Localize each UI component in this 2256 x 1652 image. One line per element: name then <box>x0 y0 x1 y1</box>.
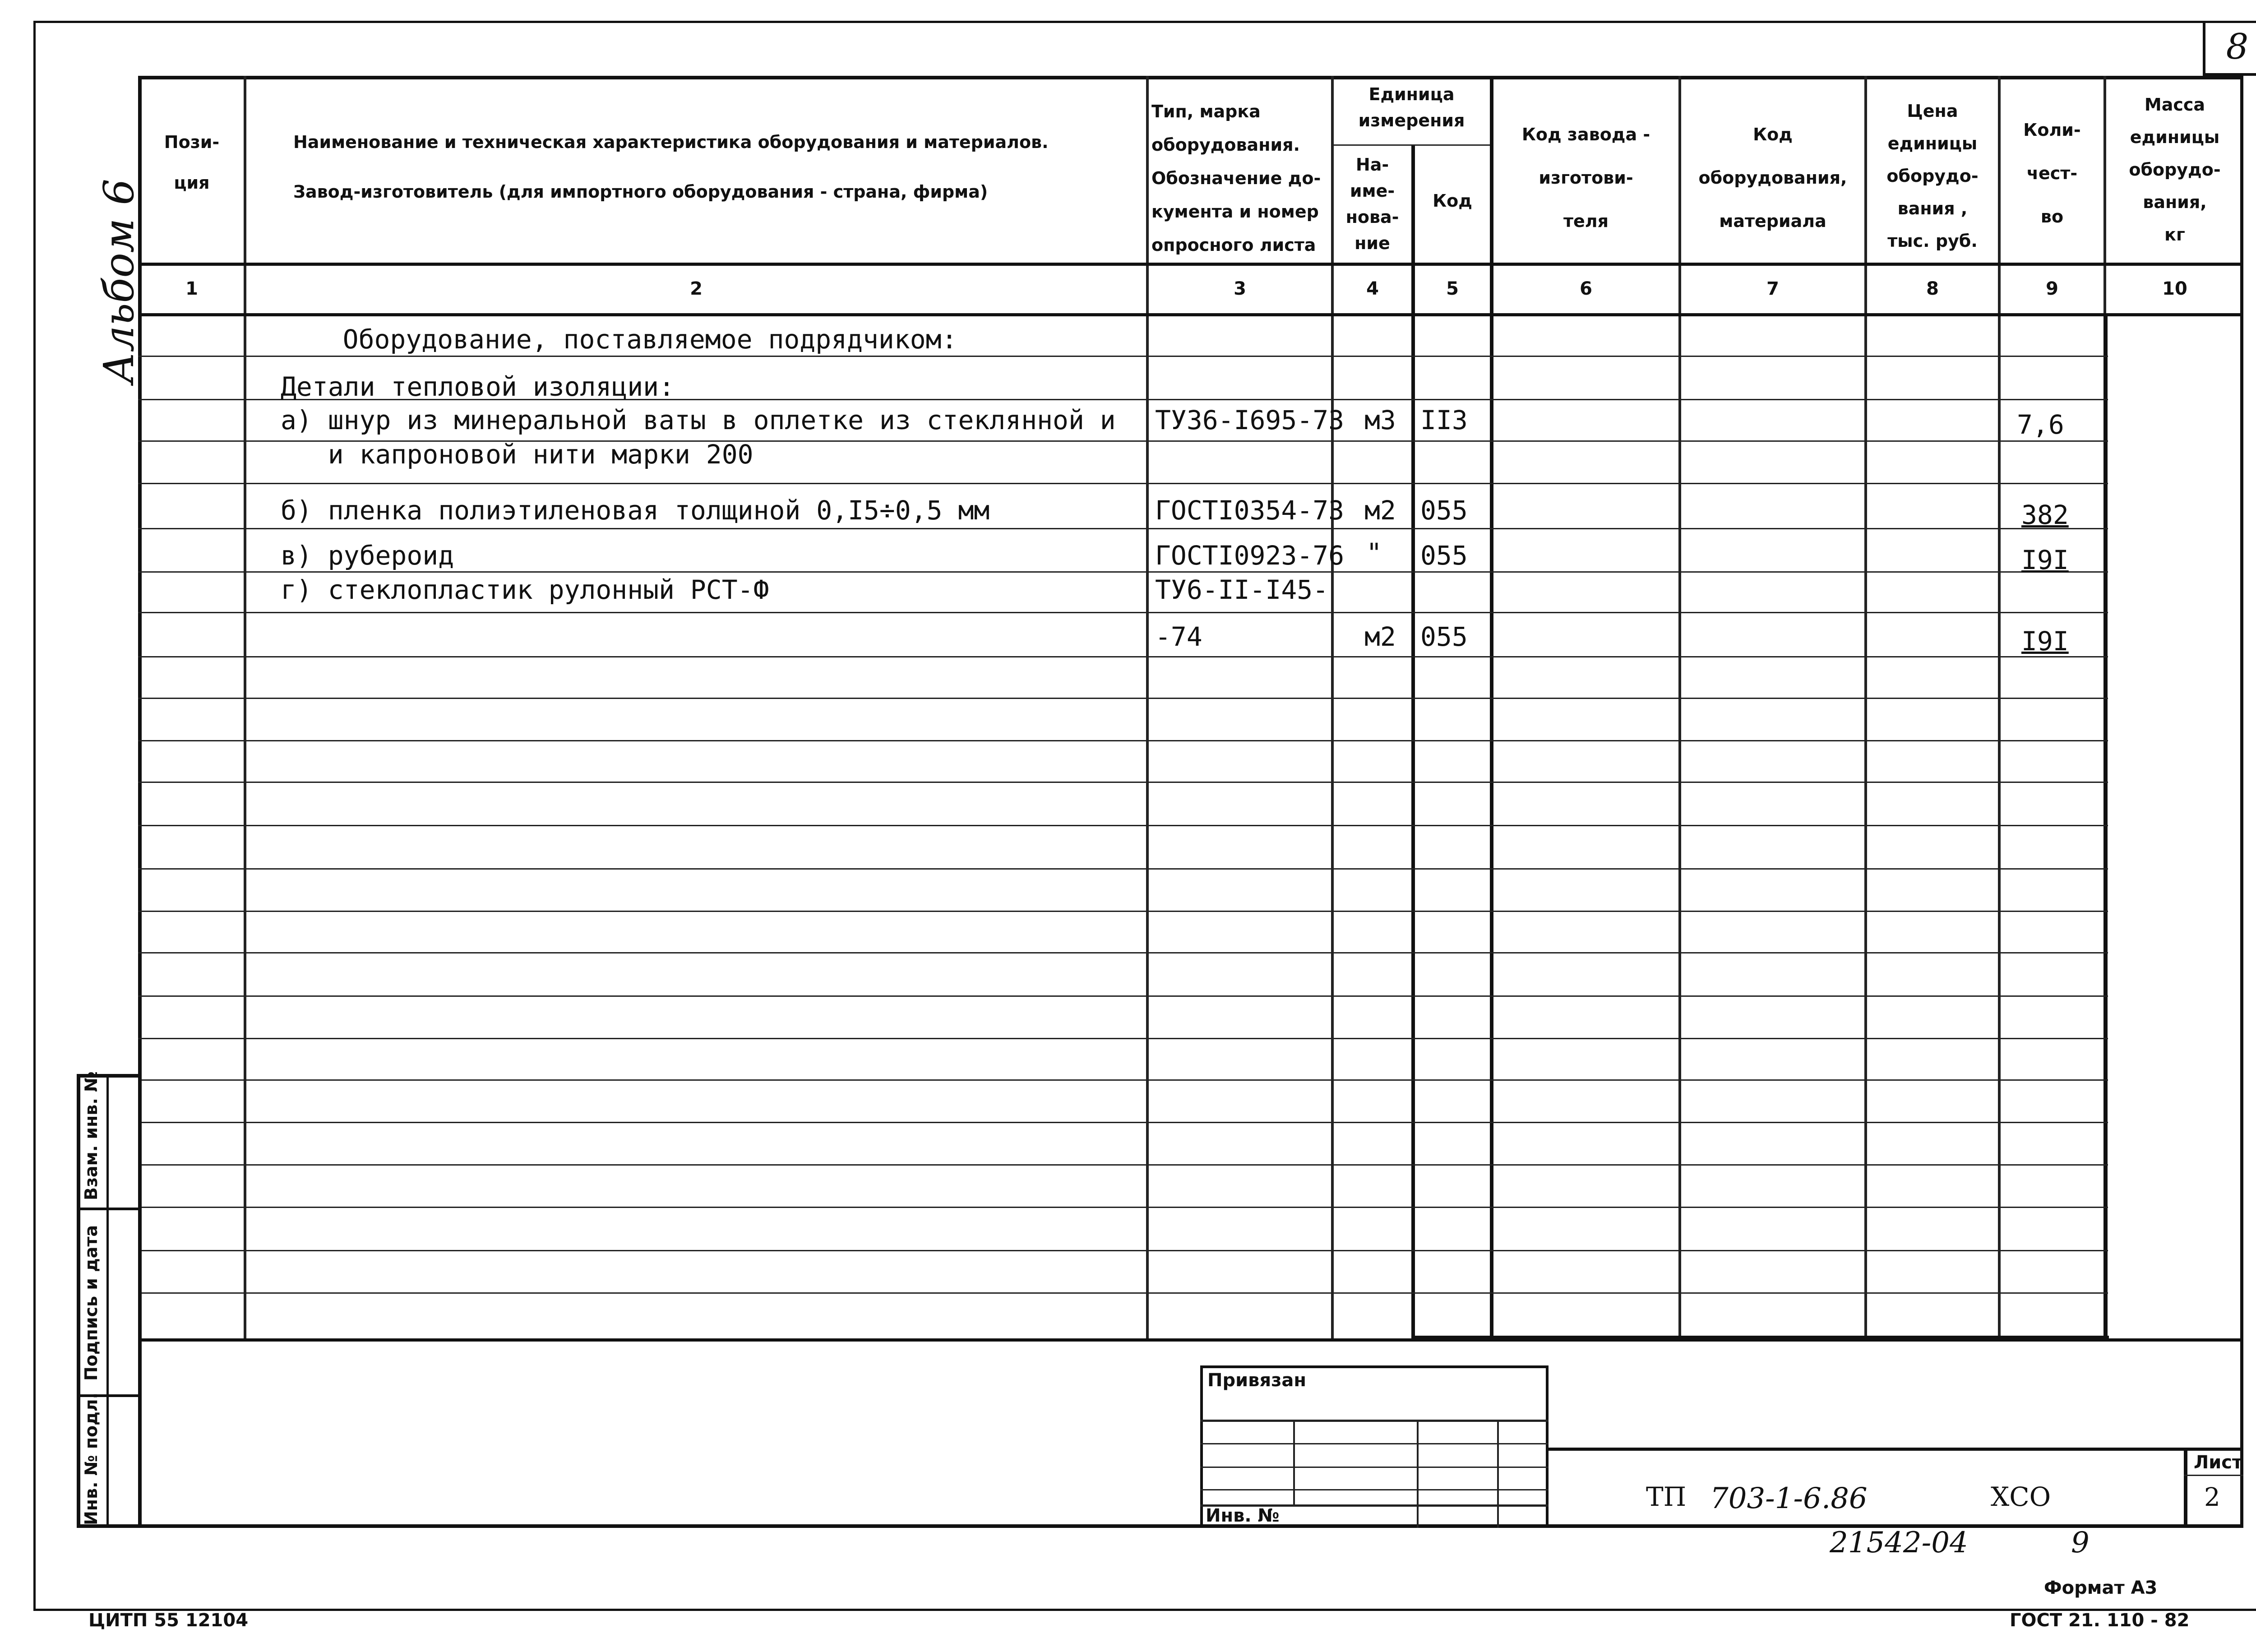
stamp-col <box>1293 1420 1295 1504</box>
row-qty: I9I <box>2021 545 2069 575</box>
header-type: Тип, марка оборудования. Обозначение до- кумента и номер опросного листа <box>1151 102 1321 255</box>
row-unit: м3 <box>1364 405 1396 435</box>
row-name: Оборудование, поставляемое подрядчиком: <box>280 324 957 355</box>
column-number: 3 <box>1234 278 1246 299</box>
row-qty: I9I <box>2021 626 2069 657</box>
row-doc: -74 <box>1155 621 1202 652</box>
archive-number: 21542-04 <box>1830 1526 1968 1559</box>
header-quantity: Коли- чест- во <box>2023 120 2081 227</box>
row-separator <box>138 995 2108 997</box>
column-number: 6 <box>1580 278 1592 299</box>
grid-thick-bottom <box>1411 1336 2109 1340</box>
sheet-label: Лист <box>2194 1452 2243 1473</box>
row-separator <box>138 528 2108 529</box>
colnum-bottom-line <box>138 313 2243 316</box>
header-name: Наименование и техническая характеристика оборудования и материалов. Завод-изготовитель (для импортного оборудования - страна, фирма) <box>293 132 1049 202</box>
stamp-line <box>1200 1489 1549 1490</box>
column-number: 1 <box>185 278 198 299</box>
column-number: 4 <box>1366 278 1379 299</box>
column-number: 2 <box>690 278 703 299</box>
stamp-line <box>1200 1467 1549 1468</box>
row-separator <box>138 483 2108 484</box>
row-doc: ТУ36-I695-73 <box>1155 405 1345 435</box>
sheet-box-inner <box>2184 1475 2243 1476</box>
row-separator <box>138 1079 2108 1081</box>
column-number: 8 <box>1926 278 1939 299</box>
header-mass: Масса единицы оборудо- вания, кг <box>2129 95 2221 245</box>
header-position: Пози- ция <box>164 132 220 193</box>
header-unit-name: На- име- нова- ние <box>1345 155 1399 253</box>
row-separator <box>138 1164 2108 1166</box>
row-doc: ГОСТI0354-73 <box>1155 495 1345 526</box>
row-doc: ГОСТI0923-76 <box>1155 540 1345 571</box>
row-separator <box>138 1038 2108 1039</box>
row-unit: м2 <box>1364 495 1396 526</box>
row-name: в) рубероид <box>281 540 454 571</box>
row-separator <box>138 656 2108 657</box>
row-separator <box>138 740 2108 741</box>
row-code: II3 <box>1420 405 1468 435</box>
row-name: г) стеклопластик рулонный РСТ-Ф <box>281 574 769 605</box>
row-separator <box>138 571 2108 573</box>
row-doc: ТУ6-II-I45- <box>1155 574 1329 605</box>
row-separator <box>138 1207 2108 1208</box>
row-separator <box>138 825 2108 826</box>
album-note: Альбом 6 <box>95 179 143 384</box>
col-line <box>1411 144 1415 1339</box>
row-code: 055 <box>1420 621 1468 652</box>
sheet-box-line <box>2184 1448 2187 1528</box>
format-label: Формат А3 <box>2044 1578 2158 1598</box>
archive-sheet: 9 <box>2071 1526 2090 1559</box>
row-qty: 7,6 <box>2017 409 2064 440</box>
title-top-line <box>1549 1448 2243 1451</box>
header-equipment-code: Код оборудования, материала <box>1698 125 1847 231</box>
row-separator <box>138 952 2108 953</box>
privyazan-label: Привязан <box>1207 1370 1307 1391</box>
column-number: 5 <box>1446 278 1459 299</box>
row-name: а) шнур из минеральной ваты в оплетке из стеклянной и <box>281 405 1116 435</box>
row-name: и капроновой нити марки 200 <box>281 439 754 470</box>
sheet-corner-number: 8 <box>2203 21 2256 76</box>
row-separator <box>138 911 2108 912</box>
stamp-line <box>1200 1420 1549 1422</box>
row-qty: 382 <box>2021 500 2069 530</box>
header-unit-group: Единица измерения <box>1358 84 1465 130</box>
header-bottom-line <box>138 263 2243 266</box>
left-stamp-divider <box>106 1074 109 1528</box>
column-number: 7 <box>1766 278 1779 299</box>
row-unit: м2 <box>1364 621 1396 652</box>
left-stamp-line <box>77 1208 142 1210</box>
gost-label: ГОСТ 21. 110 - 82 <box>2010 1610 2190 1631</box>
row-name: Детали тепловой изоляции: <box>281 371 675 402</box>
column-number: 10 <box>2162 278 2187 299</box>
row-separator <box>138 356 2108 357</box>
row-separator <box>138 1250 2108 1251</box>
citp-label: ЦИТП 55 12104 <box>88 1610 249 1631</box>
header-sub-line <box>1331 144 1490 146</box>
row-name: б) пленка полиэтиленовая толщиной 0,I5÷0,5 мм <box>281 495 990 526</box>
stamp-col <box>1417 1420 1419 1528</box>
row-code: 055 <box>1420 495 1468 526</box>
sheet-number: 2 <box>2204 1483 2220 1512</box>
column-number: 9 <box>2046 278 2058 299</box>
row-separator <box>138 1292 2108 1294</box>
inv-no-label: Инв. № <box>1206 1505 1280 1526</box>
header-unit-code: Код <box>1433 191 1472 211</box>
row-separator <box>138 782 2108 783</box>
row-code: 055 <box>1420 540 1468 571</box>
row-unit: " <box>1366 537 1382 568</box>
stamp-line <box>1200 1443 1549 1444</box>
vzam-inv-label: Взам. инв. № <box>81 1071 101 1200</box>
doc-code: ТП <box>1646 1481 1687 1512</box>
header-price: Цена единицы оборудо- вания , тыс. руб. <box>1886 101 1979 251</box>
header-maker-code: Код завода - изготови- теля <box>1521 125 1650 231</box>
row-separator <box>138 612 2108 613</box>
row-separator <box>138 868 2108 870</box>
row-separator <box>138 1122 2108 1123</box>
stamp-col <box>1497 1420 1499 1528</box>
doc-number: 703-1-6.86 <box>1710 1482 1868 1515</box>
row-separator <box>138 698 2108 699</box>
podpis-label: Подпись и дата <box>81 1225 101 1381</box>
inv-podl-label: Инв. № подл. <box>81 1392 101 1525</box>
doc-suffix: ХСО <box>1991 1481 2051 1512</box>
